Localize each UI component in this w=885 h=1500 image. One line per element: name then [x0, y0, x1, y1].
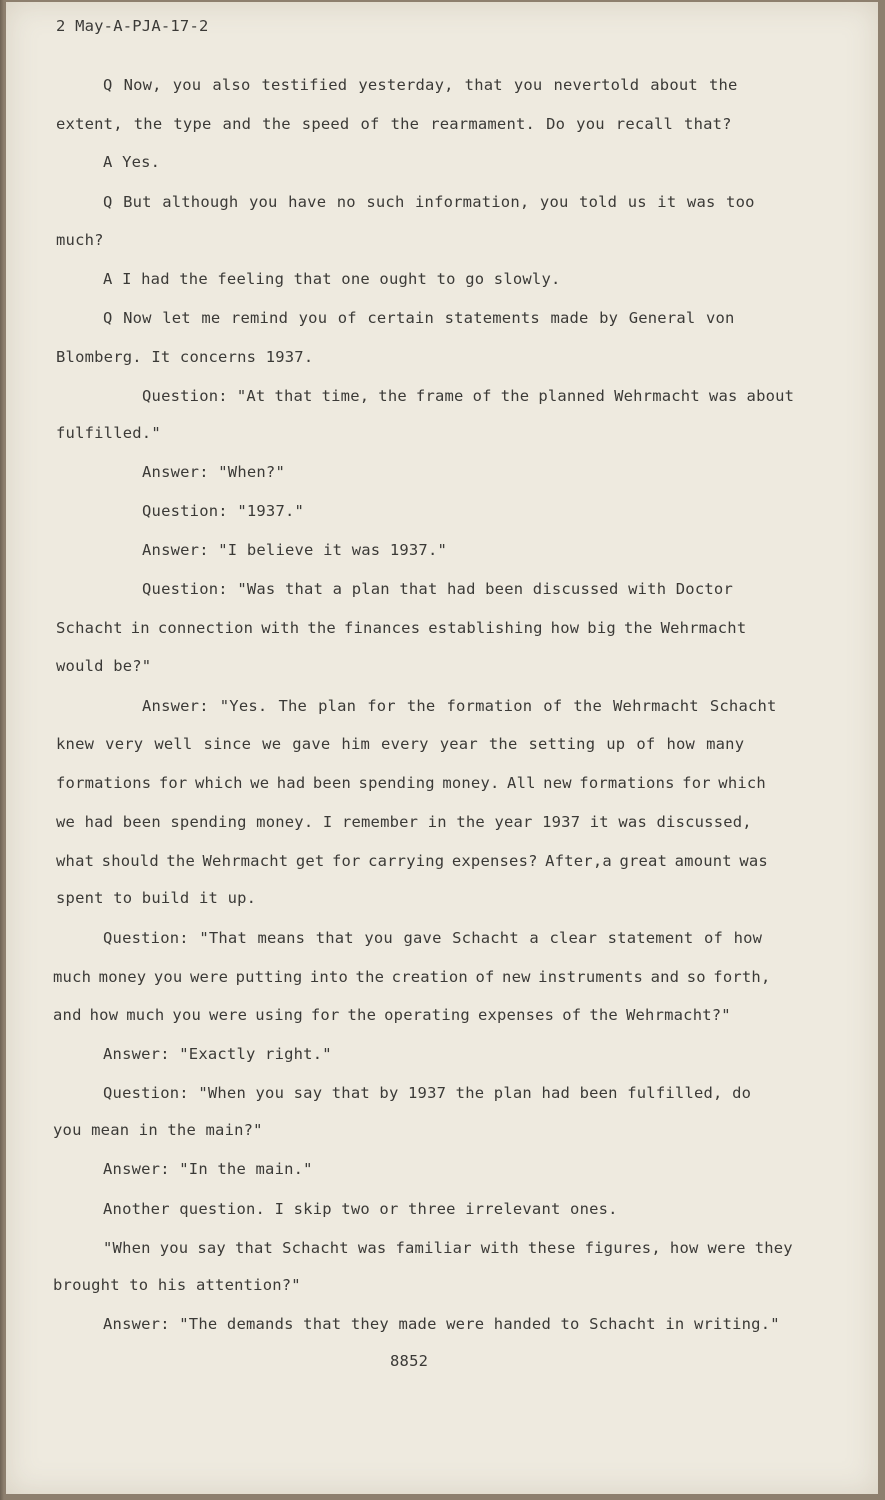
text-line: much money you were putting into the creation of new instruments and so forth,: [53, 968, 771, 986]
text-line: Blomberg. It concerns 1937.: [56, 348, 314, 366]
text-line: brought to his attention?": [53, 1276, 301, 1294]
text-line: Question: "Was that a plan that had been discussed with Doctor: [142, 580, 733, 598]
text-line: Question: "When you say that by 1937 the plan had been fulfilled, do: [103, 1084, 752, 1102]
text-line: A Yes.: [103, 153, 161, 171]
text-line: Q Now let me remind you of certain statements made by General von: [103, 309, 735, 327]
text-line: Answer: "The demands that they made were handed to Schacht in writing.": [103, 1315, 780, 1333]
text-line: you mean in the main?": [53, 1121, 263, 1139]
page-number: 8852: [390, 1352, 429, 1370]
document-page: [6, 2, 878, 1494]
text-line: extent, the type and the speed of the rearmament. Do you recall that?: [56, 115, 732, 133]
text-line: would be?": [56, 657, 152, 675]
text-line: knew very well since we gave him every year the setting up of how many: [56, 735, 745, 753]
text-line: formations for which we had been spending money. All new formations for which: [56, 774, 766, 792]
text-line: Answer: "When?": [142, 463, 285, 481]
text-line: A I had the feeling that one ought to go slowly.: [103, 270, 561, 288]
text-line: Answer: "I believe it was 1937.": [142, 541, 448, 559]
text-line: what should the Wehrmacht get for carrying expenses? After,a great amount was: [56, 852, 768, 870]
text-line: Answer: "Yes. The plan for the formation of the Wehrmacht Schacht: [142, 697, 777, 715]
text-line: Schacht in connection with the finances establishing how big the Wehrmacht: [56, 619, 747, 637]
text-line: Q Now, you also testified yesterday, that you nevertold about the: [103, 76, 738, 94]
text-line: much?: [56, 231, 104, 249]
text-line: and how much you were using for the operating expenses of the Wehrmacht?": [53, 1006, 731, 1024]
text-line: we had been spending money. I remember in the year 1937 it was discussed,: [56, 813, 752, 831]
text-line: Q But although you have no such information, you told us it was too: [103, 193, 755, 211]
text-line: "When you say that Schacht was familiar with these figures, how were they: [103, 1239, 793, 1257]
text-line: spent to build it up.: [56, 889, 257, 907]
text-line: Question: "At that time, the frame of the planned Wehrmacht was about: [142, 387, 795, 405]
text-line: Question: "1937.": [142, 502, 305, 520]
text-line: Question: "That means that you gave Schacht a clear statement of how: [103, 929, 763, 947]
text-line: fulfilled.": [56, 424, 161, 442]
text-line: Answer: "Exactly right.": [103, 1045, 332, 1063]
text-line: Answer: "In the main.": [103, 1160, 313, 1178]
document-reference: 2 May-A-PJA-17-2: [56, 17, 209, 35]
text-line: Another question. I skip two or three irrelevant ones.: [103, 1200, 618, 1218]
